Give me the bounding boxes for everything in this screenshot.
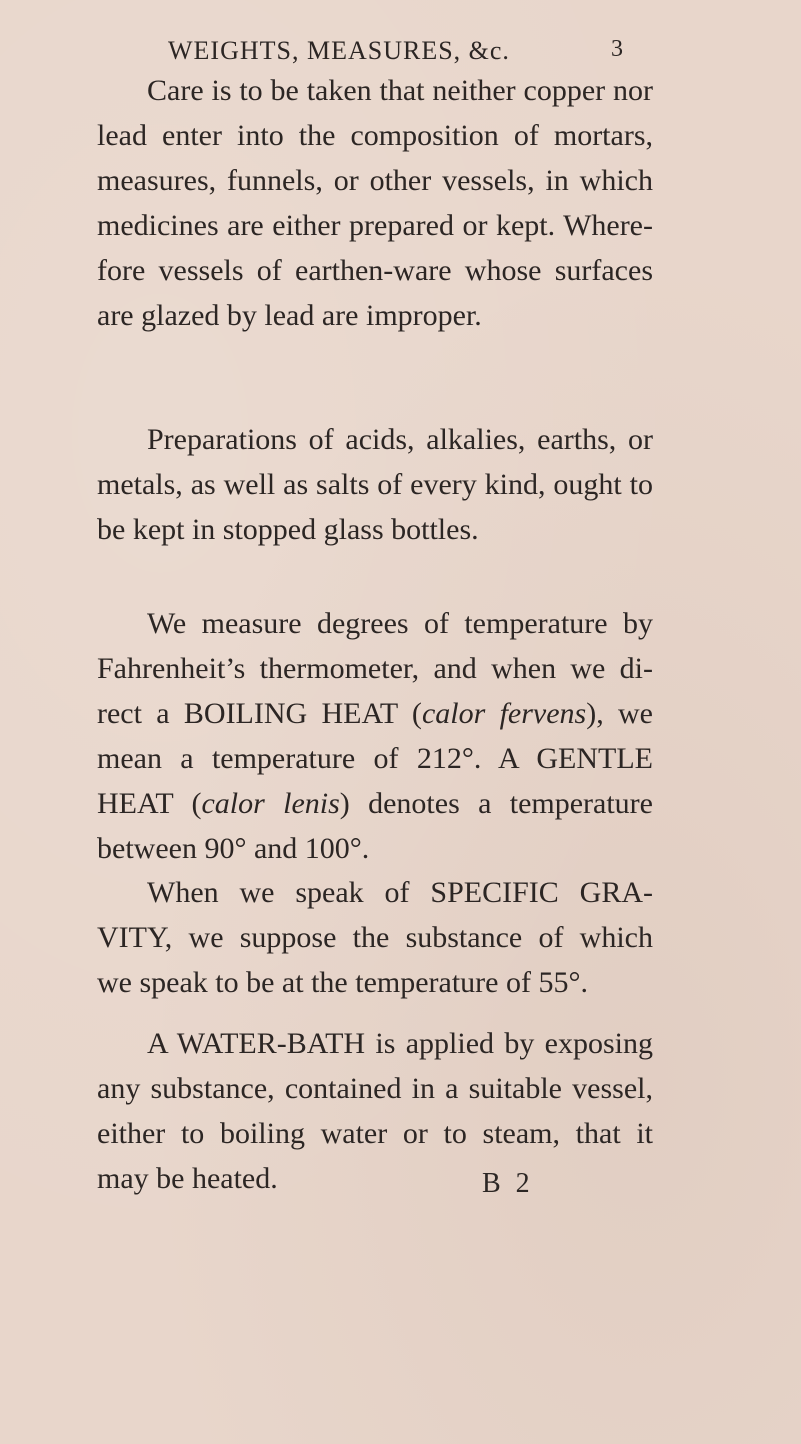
- text-line: lead enter into the composition of mortars,: [97, 119, 653, 152]
- text-line: HEAT (calor lenis) denotes a temperature: [97, 787, 653, 820]
- text-line: Care is to be taken that neither copper nor: [147, 74, 653, 107]
- text-line: measures, funnels, or other vessels, in which: [97, 164, 653, 197]
- text-line: may be heated.: [97, 1162, 278, 1195]
- paragraph-temperature: [97, 601, 653, 871]
- text-line: medicines are either prepared or kept. Where-: [97, 209, 653, 242]
- text-line: Fahrenheit’s thermometer, and when we di-: [97, 652, 653, 685]
- text-line: rect a BOILING HEAT (calor fervens), we: [97, 697, 653, 730]
- text-line: we speak to be at the temperature of 55°.: [97, 966, 588, 999]
- text-line: VITY, we suppose the substance of which: [97, 921, 653, 954]
- text-line: between 90° and 100°.: [97, 832, 370, 865]
- text-line: fore vessels of earthen-ware whose surfaces: [97, 254, 653, 287]
- text-line: be kept in stopped glass bottles.: [97, 513, 479, 546]
- text-line: metals, as well as salts of every kind, ought to: [97, 468, 653, 501]
- text-line: A WATER-BATH is applied by exposing: [147, 1027, 653, 1060]
- text-line: We measure degrees of temperature by: [147, 607, 653, 640]
- paragraph-lead-warning: [97, 68, 653, 338]
- page-number: 3: [611, 36, 623, 62]
- paragraph-water-bath: [97, 1021, 653, 1201]
- paragraph-specific-gravity: [97, 870, 653, 1005]
- signature-mark: B 2: [482, 1168, 534, 1199]
- text-line: are glazed by lead are improper.: [97, 299, 482, 332]
- paragraph-storage: [97, 417, 653, 552]
- text-line: When we speak of SPECIFIC GRA-: [147, 876, 653, 909]
- text-line: mean a temperature of 212°. A GENTLE: [97, 742, 653, 775]
- text-line: any substance, contained in a suitable vessel,: [97, 1072, 653, 1105]
- text-line: Preparations of acids, alkalies, earths, or: [147, 423, 653, 456]
- text-line: either to boiling water or to steam, that it: [97, 1117, 653, 1150]
- running-head: WEIGHTS, MEASURES, &c.: [168, 36, 510, 65]
